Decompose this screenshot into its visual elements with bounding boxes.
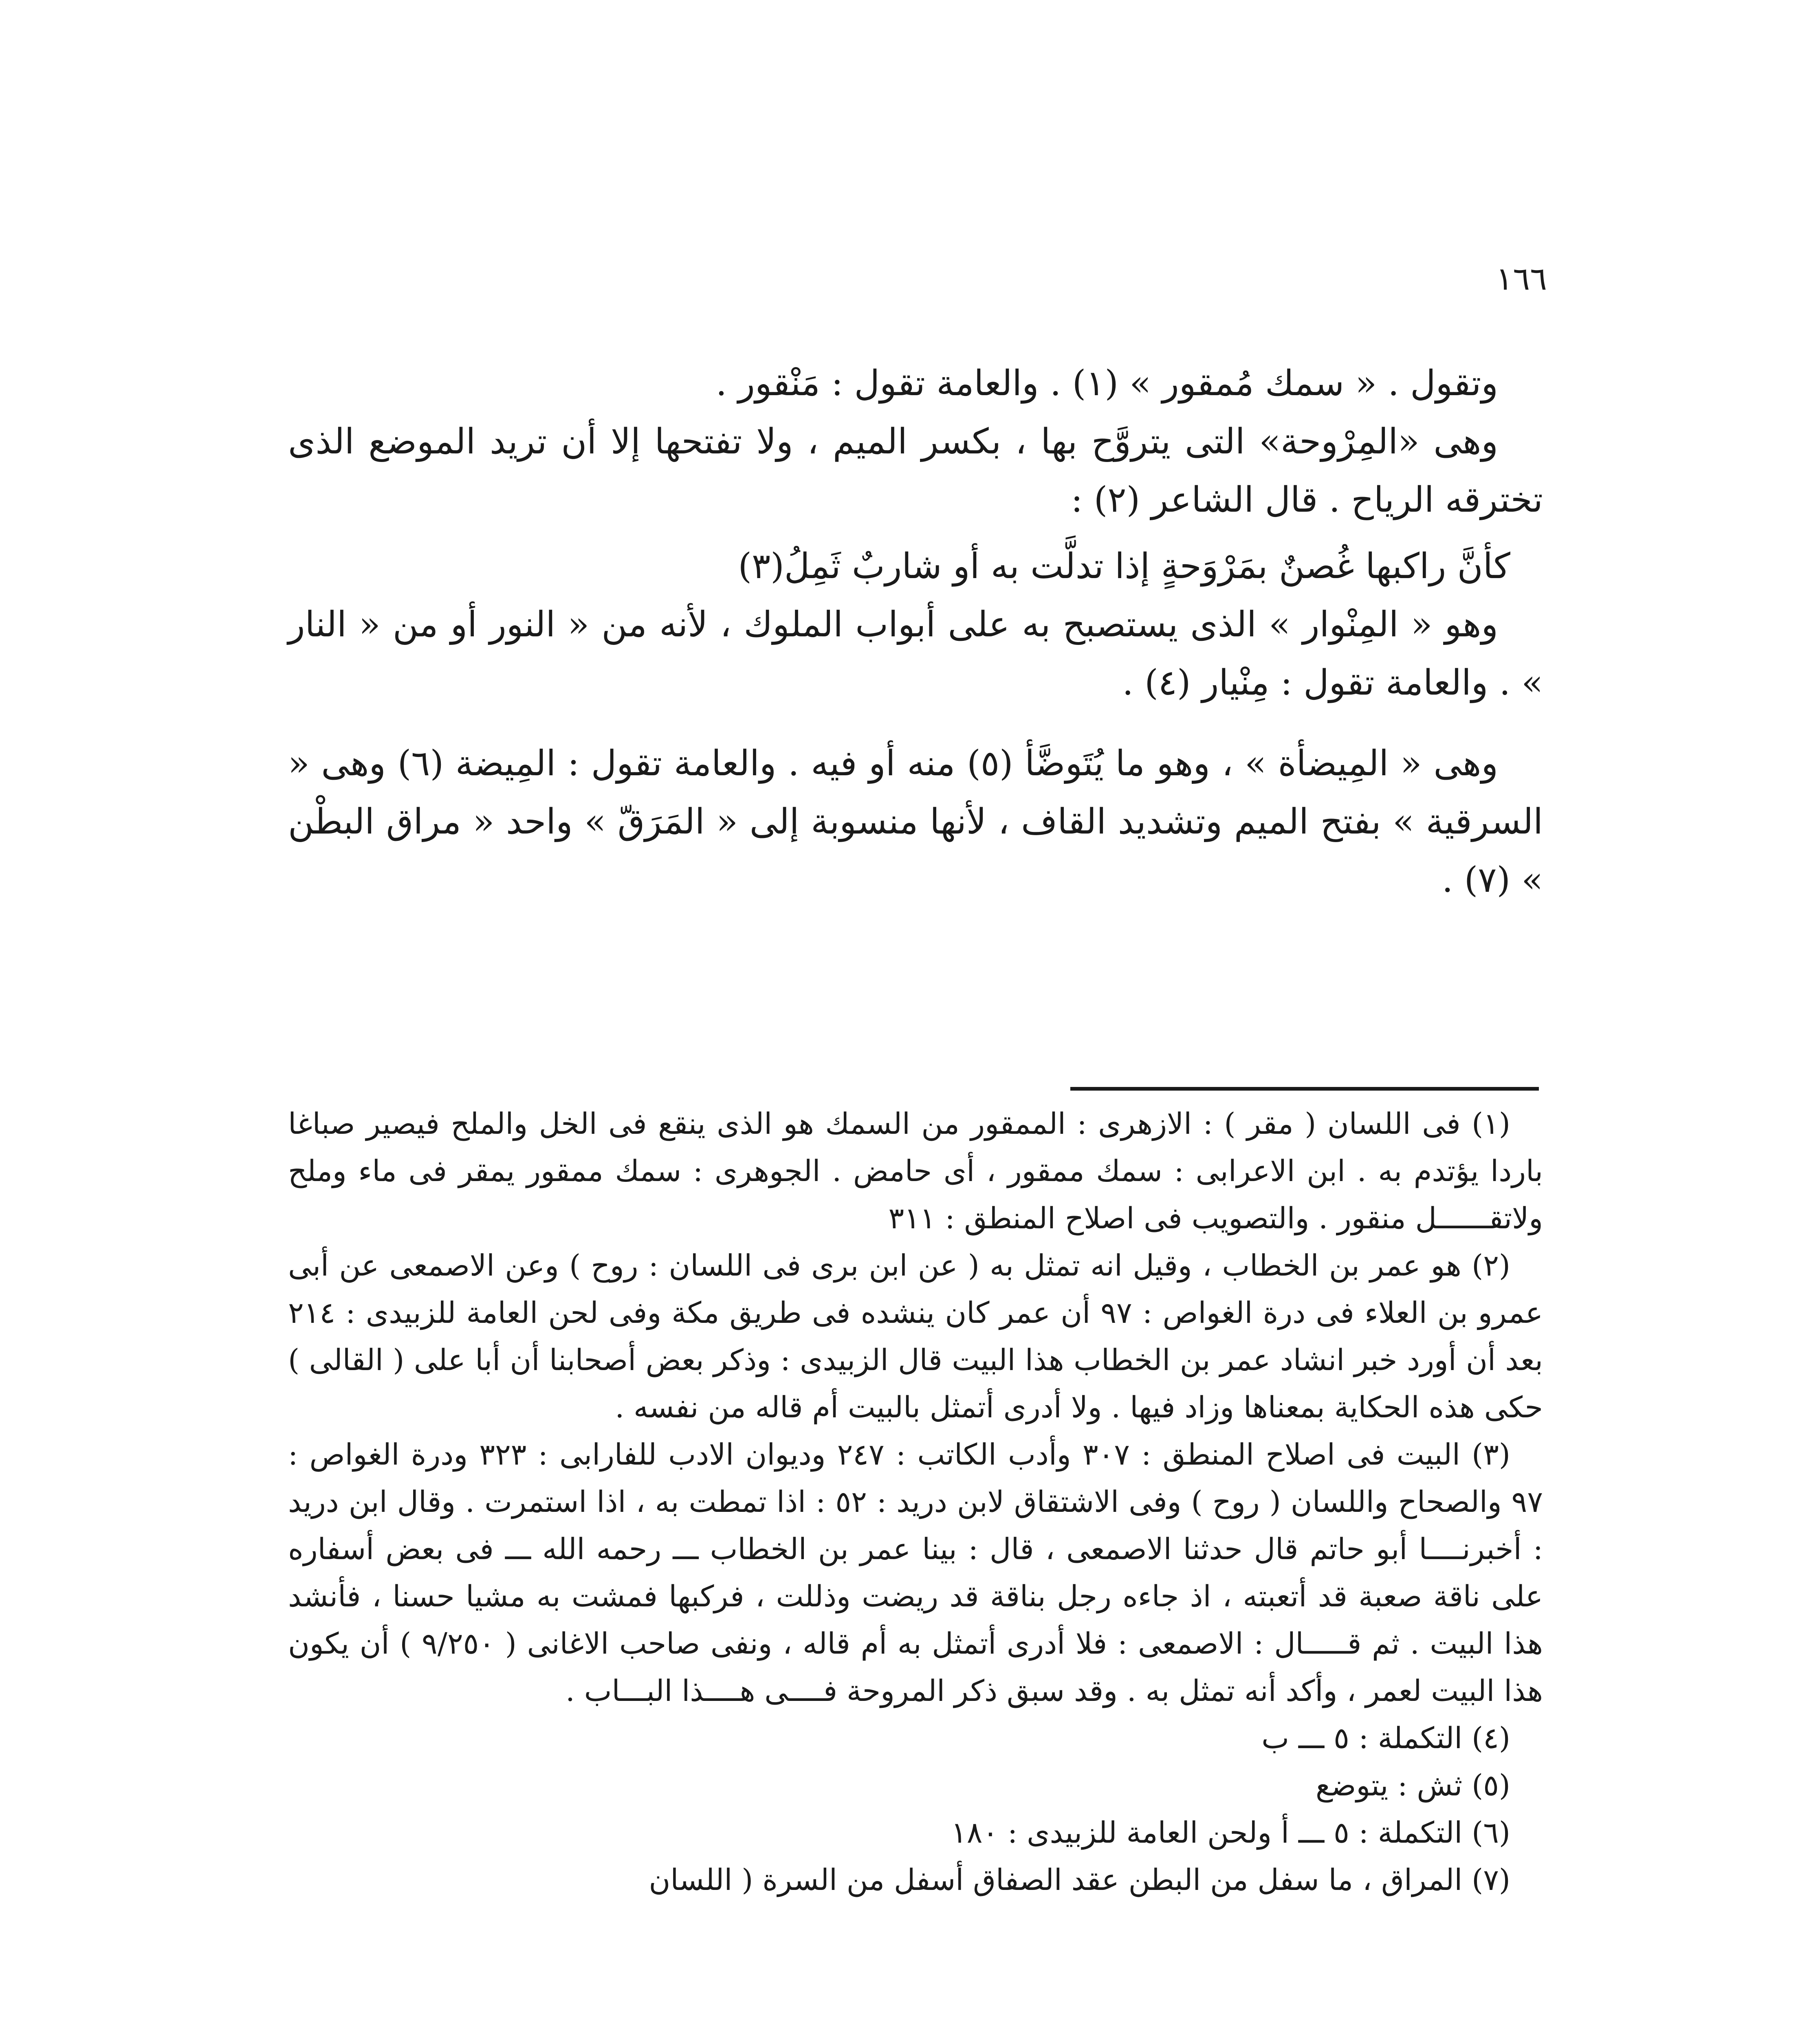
main-text-body <box>288 354 1543 909</box>
footnote-1: (١) فى اللسان ( مقر ) : الازهرى : الممقور من السمك هو الذى ينقع فى الخل والملح فيصير صباغا باردا يؤتدم به . ابن الاعرابى : سمك ممقور ، أى حامض . الجوهرى : سمك ممقور يمقر فى ماء وملح ولاتقــــــل منقور . والتصويب فى اصلاح المنطق : ٣١١ <box>288 1106 1543 1235</box>
poetry-verse: كأنَّ راكبها غُصنٌ بمَرْوَحةٍ إذا تدلَّت به أو شاربٌ ثَمِلُ(٣) <box>738 546 1510 587</box>
footnote-2: (٢) هو عمر بن الخطاب ، وقيل انه تمثل به ( عن ابن برى فى اللسان : روح ) وعن الاصمعى عن أبى عمرو بن العلاء فى درة الغواص : ٩٧ أن عمر كان ينشده فى طريق مكة وفى لحن العامة للزبيدى : ٢١٤ بعد أن أورد خبر انشاد عمر بن الخطاب هذا البيت قال الزبيدى : وذكر بعض أصحابنا أن أبا على ( القالى ) حكى هذه الحكاية بمعناها وزاد فيها . ولا أدرى أتمثل بالبيت أم قاله من نفسه . <box>288 1248 1543 1424</box>
footnote-3: (٣) البيت فى اصلاح المنطق : ٣٠٧ وأدب الكاتب : ٢٤٧ وديوان الادب للفارابى : ٣٢٣ ودرة الغواص : ٩٧ والصحاح واللسان ( روح ) وفى الاشتقاق لابن دريد : ٥٢ : اذا تمطت به ، اذا استمرت . وقال ابن دريد : أخبرنــــا أبو حاتم قال حدثنا الاصمعى ، قال : بينا عمر بن الخطاب ـــ رحمه الله ـــ فى بعض أسفاره على ناقة صعبة قد أتعبته ، اذ جاءه رجل بناقة قد ريضت وذللت ، فركبها فمشت به مشيا حسنا ، فأنشد هذا البيت . ثم قـــــال : الاصمعى : فلا أدرى أتمثل به أم قاله ، ونفى صاحب الاغانى ( ٩/٢٥٠ ) أن يكون هذا البيت لعمر ، وأكد أنه تمثل به . وقد سبق ذكر المروحة فــــى هــــذا البـــاب . <box>288 1437 1543 1708</box>
paragraph-samak-mamqur: وتقول . « سمك مُمقور » (١) . والعامة تقول : مَنْقور . <box>715 363 1498 404</box>
paragraph-minwar: وهو « المِنْوار » الذى يستصبح به على أبواب الملوك ، لأنه من « النور أو من « النار » . والعامة تقول : مِنْيار (٤) . <box>288 604 1543 703</box>
paragraph-marwaha: وهى «المِرْوحة» التى يتروَّح بها ، بكسر الميم ، ولا تفتحها إلا أن تريد الموضع الذى تخترقه الرياح . قال الشاعر (٢) : <box>288 421 1543 520</box>
footnote-6: (٦) التكملة : ٥ ـــ أ ولحن العامة للزبيدى : ١٨٠ <box>951 1815 1510 1850</box>
paragraph-midaa: وهى « المِيضأة » ، وهو ما يُتَوضَّأ (٥) منه أو فيه . والعامة تقول : المِيضة (٦) وهى « السرقية » بفتح الميم وتشديد القاف ، لأنها منسوبة إلى « المَرَقّ » واحد « مراق البطْن » (٧) . <box>288 743 1543 900</box>
page-number: ١٦٦ <box>1496 261 1547 297</box>
footnotes-section <box>288 1100 1543 1903</box>
footnote-7: (٧) المراق ، ما سفل من البطن عقد الصفاق أسفل من السرة ( اللسان <box>649 1863 1510 1897</box>
footnote-5: (٥) ثش : يتوضع <box>1315 1768 1510 1802</box>
footnote-separator-line <box>1070 1087 1539 1091</box>
footnote-4: (٤) التكملة : ٥ ـــ ب <box>1261 1721 1510 1755</box>
